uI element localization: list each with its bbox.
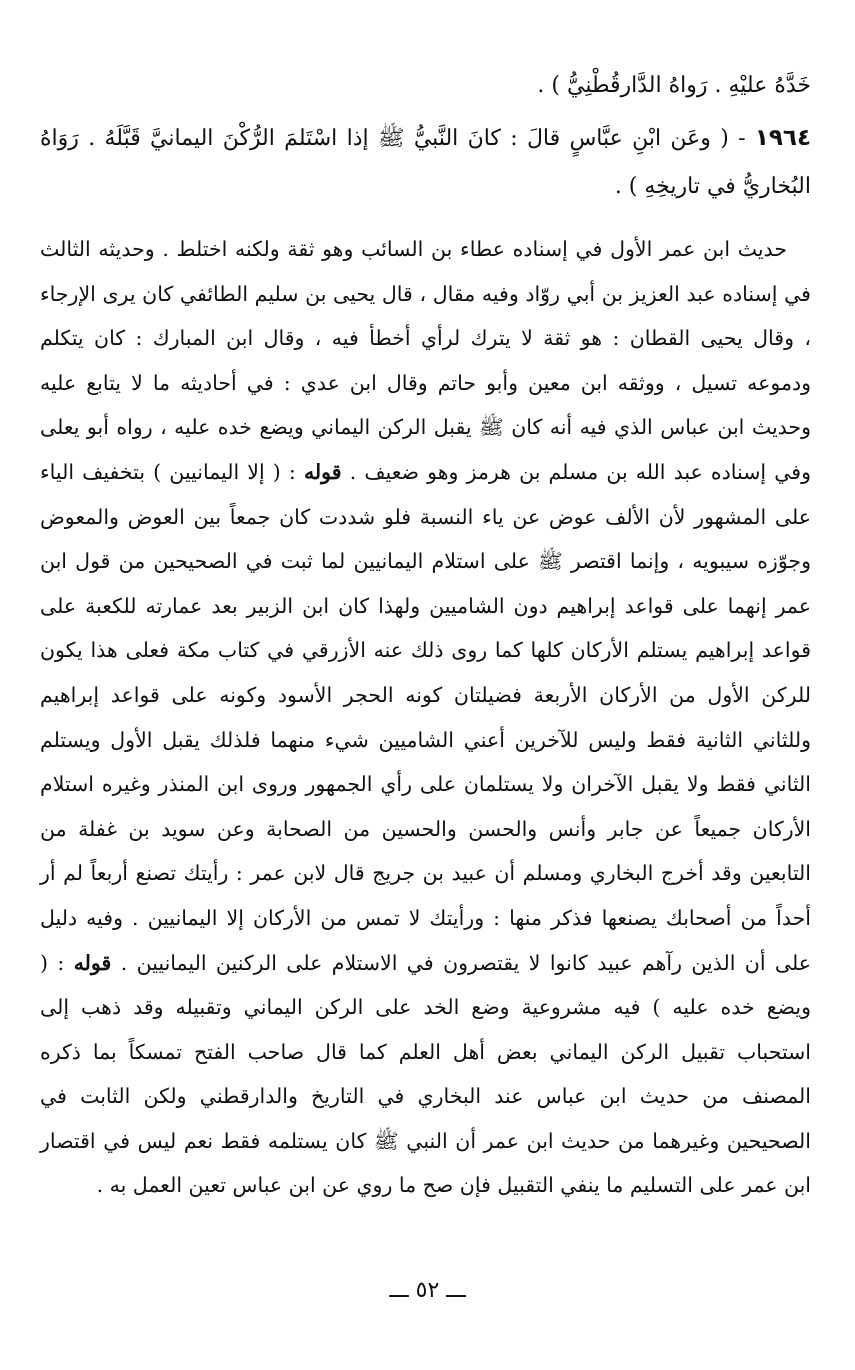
hadith-continuation-text: خَدَّهُ عليْهِ . رَواهُ الدَّارقُطْنِيُّ ) . bbox=[537, 73, 811, 98]
commentary-part-1: حديث ابن عمر الأول في إسناده عطاء بن السائب وهو ثقة ولكنه اختلط . وحديثه الثالث في إسناده عبد العزيز بن أبي روّاد وفيه مقال ، قال يحيى بن سليم الطائفي كان يرى الإرجاء ، وقال يحيى القطان : هو ثقة لا يترك لرأي أخطأ فيه ، وقال ابن المبارك : كان يتكلم ودموعه تسيل ، ووثقه ابن معين وأبو حاتم وقال ابن عدي : في أحاديثه ما لا يتابع عليه وحديث ابن عباس الذي فيه أنه كان ﷺ يقبل الركن اليماني ويضع خده عليه ، رواه أبو يعلى وفي إسناده عبد الله بن مسلم بن هرمز وهو ضعيف . bbox=[40, 237, 811, 484]
keyword-qawluhu-2: قوله bbox=[73, 950, 112, 975]
hadith-number: ١٩٦٤ bbox=[754, 125, 811, 151]
hadith-1964 bbox=[40, 114, 811, 211]
keyword-qawluhu-1: قوله bbox=[303, 459, 342, 484]
page-number: ـــ ٥٢ ـــ bbox=[389, 1278, 466, 1303]
hadith-text: - ( وعَن ابْنِ عبَّاسٍ قالَ : كانَ النَّبيُّ ﷺ إذا اسْتَلمَ الرُّكْنَ اليمانيَّ قَبَّلَهُ . رَوَاهُ البُخاريُّ في تاريخِهِ ) . bbox=[40, 126, 811, 199]
commentary-part-2: : ( إلا اليمانيين ) بتخفيف الياء على المشهور لأن الألف عوض عن ياء النسبة فلو شددت كان جمعاً بين العوض والمعوض وجوّزه سيبويه ، وإنما اقتصر ﷺ على استلام اليمانيين لما ثبت في الصحيحين من قول ابن عمر إنهما على قواعد إبراهيم دون الشاميين ولهذا كان ابن الزبير بعد عمارته للكعبة على قواعد إبراهيم يستلم الأركان كلها كما روى ذلك عنه الأزرقي في كتاب مكة فعلى هذا يكون للركن الأول من الأركان الأربعة فضيلتان كونه الحجر الأسود وكونه على قواعد إبراهيم وللثاني الثانية فقط وليس للآخرين أعني الشاميين شيء منهما فلذلك يقبل الأول ويستلم الثاني فقط ولا يقبل الآخران ولا يستلمان على رأي الجمهور وروى ابن المنذر وغيره استلام الأركان جميعاً عن جابر وأنس والحسن والحسين من الصحابة وعن سويد بن غفلة من التابعين وقد أخرج البخاري ومسلم أن عبيد بن جريج قال لابن عمر : رأيتك تصنع أربعاً لم أر أحداً من أصحابك يصنعها فذكر منها : ورأيتك لا تمس من الأركان إلا اليمانيين . وفيه دليل على أن الذين رآهم عبيد كانوا لا يقتصرون في الاستلام على الركنين اليمانيين . bbox=[40, 459, 811, 975]
hadith-continuation bbox=[40, 62, 811, 110]
commentary-paragraph bbox=[40, 227, 811, 1208]
commentary-part-3: : ( ويضع خده عليه ) فيه مشروعية وضع الخد على الركن اليماني وتقبيله وقد ذهب إلى استحباب تقبيل الركن اليماني بعض أهل العلم كما قال صاحب الفتح تمسكاً بما ذكره المصنف من حديث ابن عباس عند البخاري في التاريخ والدارقطني ولكن الثابت في الصحيحين وغيرهما من حديث ابن عمر أن النبي ﷺ كان يستلمه فقط نعم ليس في اقتصار ابن عمر على التسليم ما ينفي التقبيل فإن صح ما روي عن ابن عباس تعين العمل به . bbox=[40, 950, 811, 1198]
